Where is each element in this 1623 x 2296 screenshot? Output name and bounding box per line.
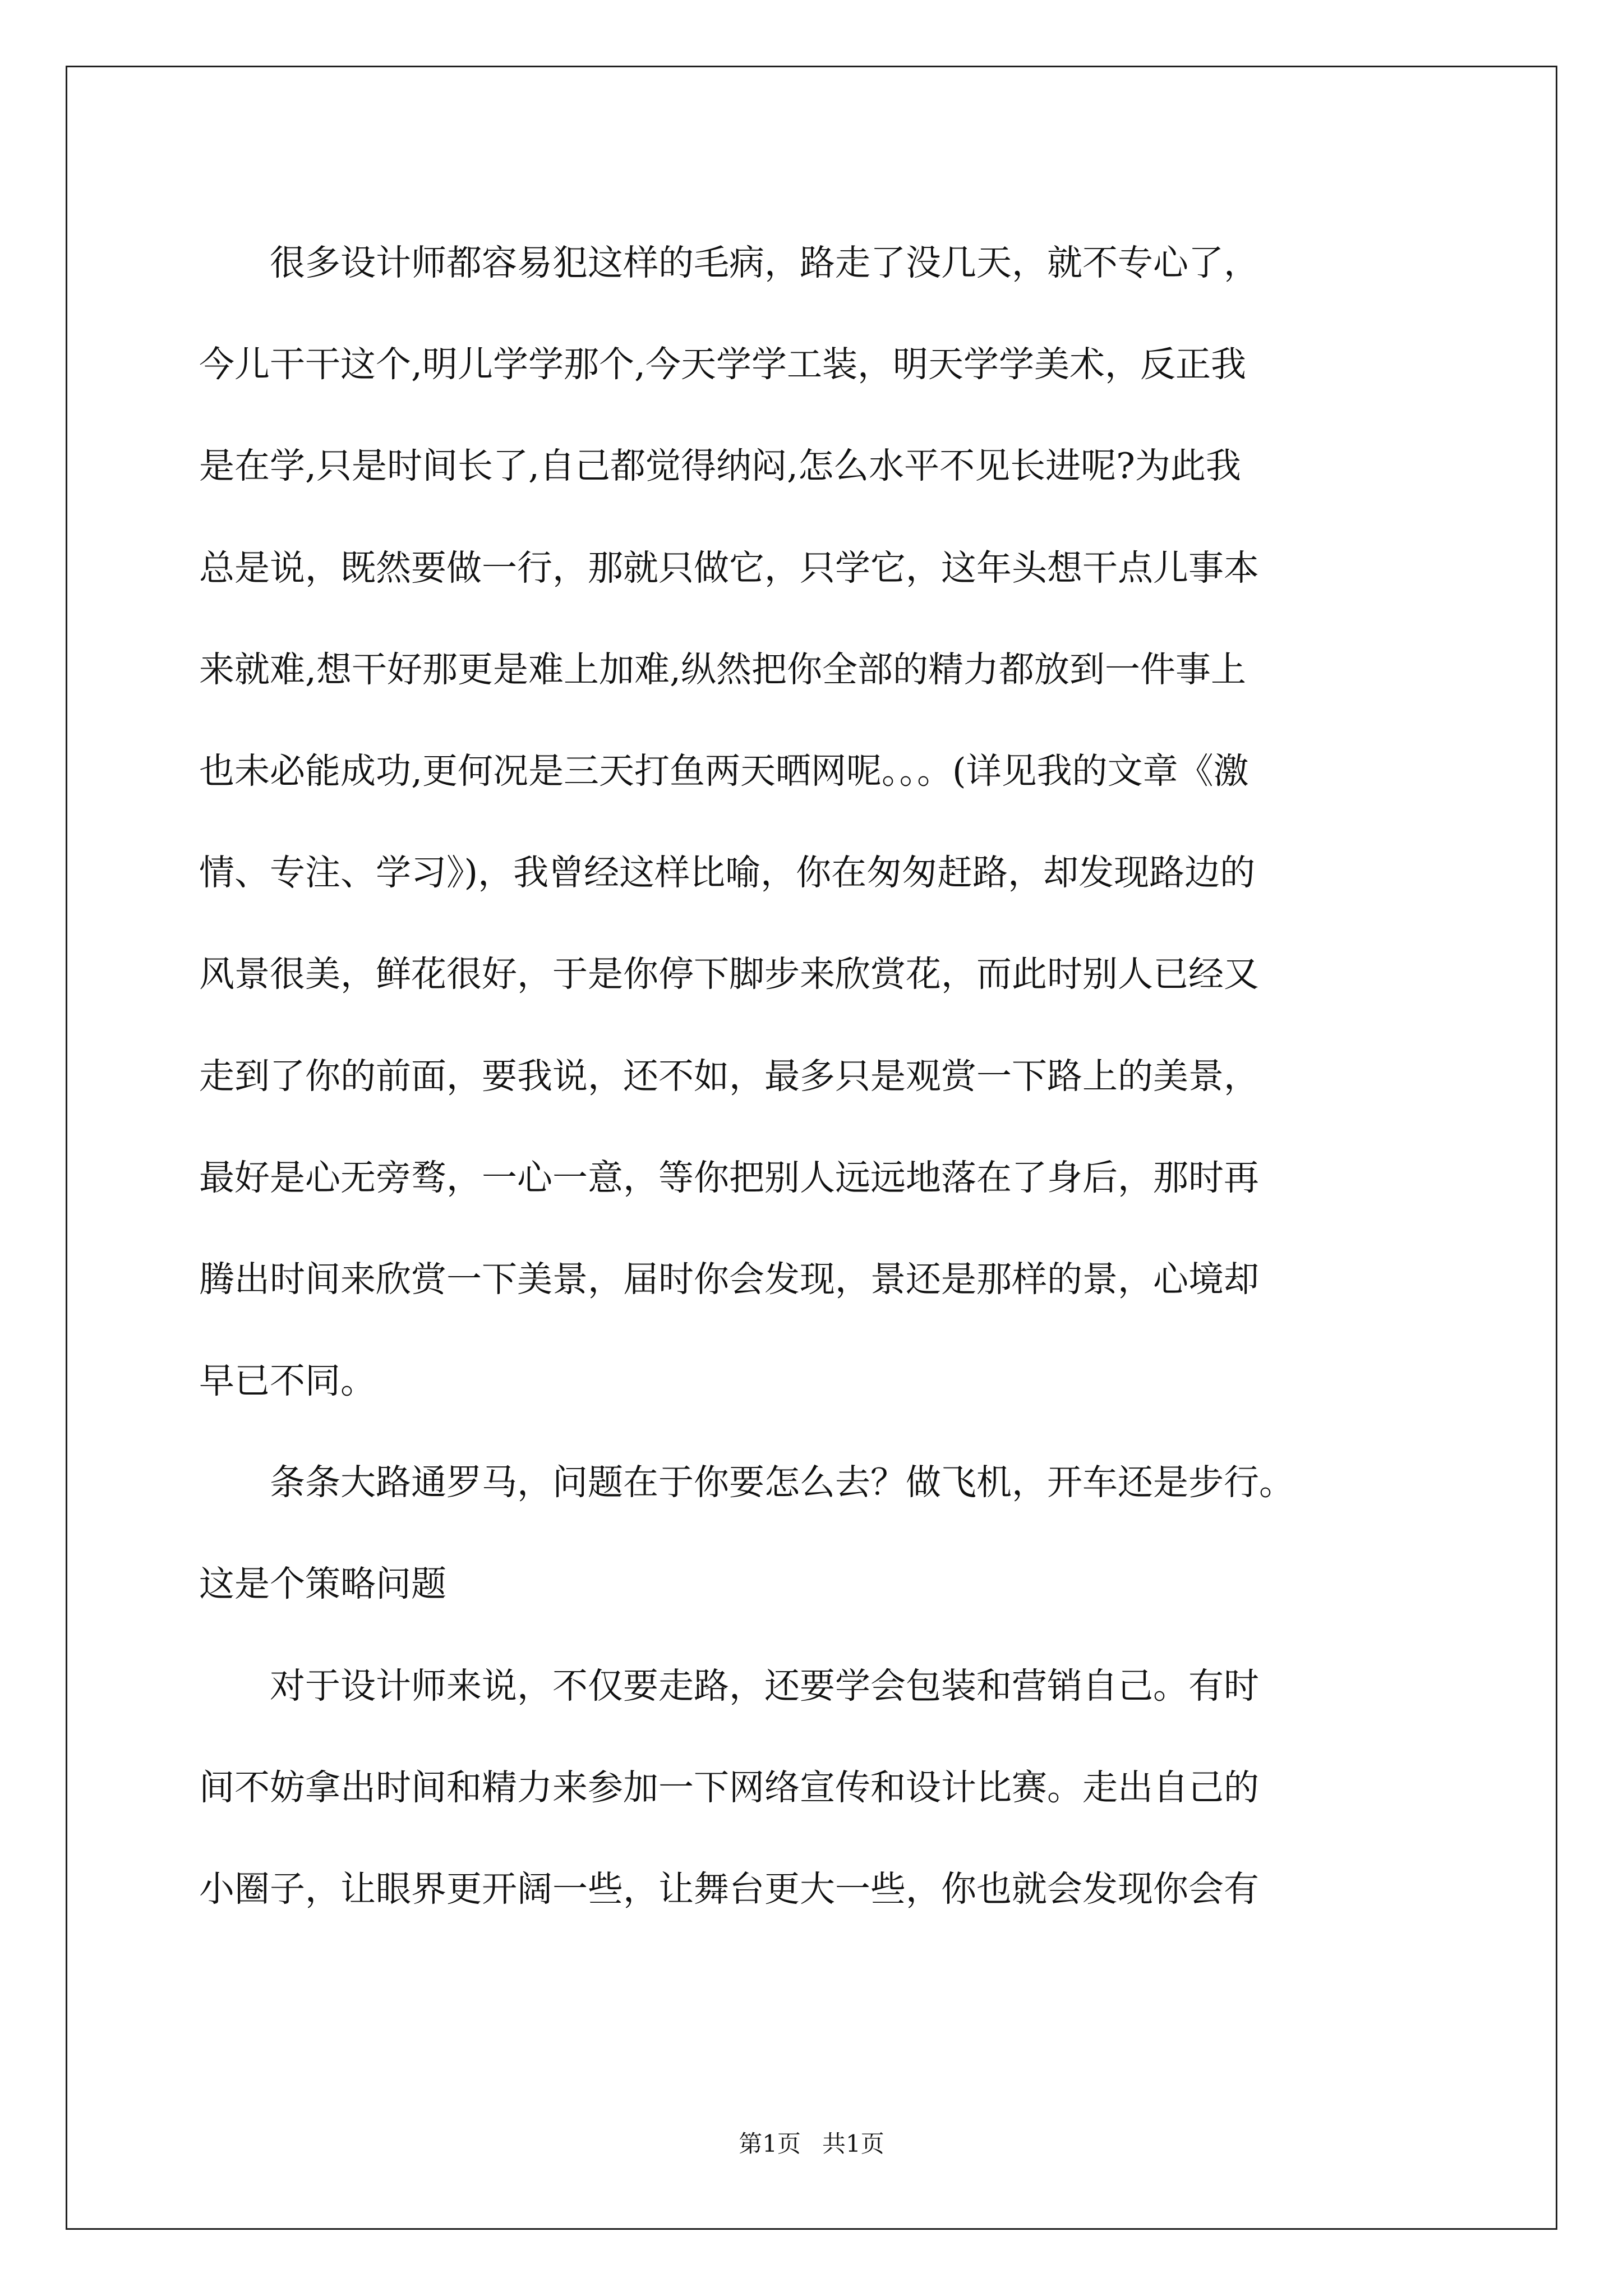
body-line: 总是说，既然要做一行，那就只做它，只学它，这年头想干点儿事本 — [199, 547, 1259, 588]
page-number: 第1页 — [739, 2130, 801, 2157]
body-line: 是在学,只是时间长了,自己都觉得纳闷,怎么水平不见长进呢?为此我 — [199, 445, 1241, 487]
body-line: 情、专注、学习》)，我曾经这样比喻，你在匆匆赶路，却发现路边的 — [199, 852, 1256, 894]
body-line: 来就难,想干好那更是难上加难,纵然把你全部的精力都放到一件事上 — [199, 648, 1247, 690]
body-line: 小圈子，让眼界更开阔一些，让舞台更大一些，你也就会发现你会有 — [199, 1869, 1259, 1910]
page-footer — [0, 2127, 1623, 2161]
body-line: 今儿干干这个,明儿学学那个,今天学学工装，明天学学美术，反正我 — [199, 344, 1247, 385]
body-line: 这是个策略问题 — [199, 1563, 446, 1605]
body-line: 对于设计师来说，不仅要走路，还要学会包装和营销自己。有时 — [199, 1665, 1259, 1706]
body-line: 风景很美，鲜花很好，于是你停下脚步来欣赏花，而此时别人已经又 — [199, 954, 1259, 995]
body-line: 最好是心无旁骛，一心一意，等你把别人远远地落在了身后，那时再 — [199, 1157, 1259, 1198]
body-line: 间不妨拿出时间和精力来参加一下网络宣传和设计比赛。走出自己的 — [199, 1766, 1259, 1808]
body-line: 也未必能成功,更何况是三天打鱼两天晒网呢。。。(详见我的文章《激 — [199, 750, 1249, 792]
document-body — [199, 212, 1427, 1940]
page-total: 共1页 — [822, 2130, 884, 2157]
body-line: 早已不同。 — [199, 1360, 376, 1402]
body-line: 条条大路通罗马，问题在于你要怎么去？做飞机，开车还是步行。 — [199, 1462, 1294, 1503]
body-line: 很多设计师都容易犯这样的毛病，路走了没几天，就不专心了， — [199, 242, 1259, 283]
body-line: 腾出时间来欣赏一下美景，届时你会发现，景还是那样的景，心境却 — [199, 1258, 1259, 1300]
body-line: 走到了你的前面，要我说，还不如，最多只是观赏一下路上的美景， — [199, 1055, 1259, 1097]
